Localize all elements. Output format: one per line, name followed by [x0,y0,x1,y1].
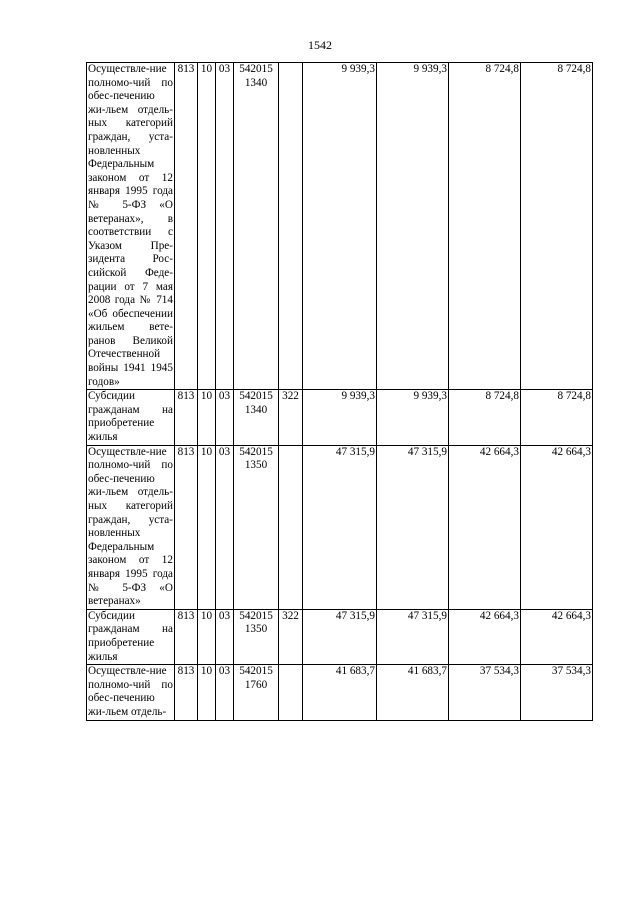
table-row [87,665,593,720]
target-article-part-1: 542015 [239,665,273,678]
expense-type-cell: 322 [279,609,303,664]
section-code-cell: 10 [198,665,216,720]
amount-cell-3: 42 664,3 [449,609,521,664]
target-article-part-2: 1760 [244,678,268,691]
expense-type-cell [279,63,303,390]
amount-cell-1: 47 315,9 [303,609,377,664]
target-article-part-2: 1350 [244,623,268,636]
table-row [87,609,593,664]
amount-cell-1: 47 315,9 [303,445,377,609]
subsection-code-cell: 03 [216,665,234,720]
subsection-code-cell: 03 [216,390,234,445]
row-name-cell: Субсидии гражданам на приобретение жилья [87,609,175,664]
target-article-part-1: 542015 [239,609,273,622]
table-body [87,63,593,721]
subsection-code-cell: 03 [216,445,234,609]
amount-cell-3: 42 664,3 [449,445,521,609]
target-article-cell [234,665,279,720]
amount-cell-4: 8 724,8 [521,390,593,445]
amount-cell-2: 47 315,9 [377,609,449,664]
page-number: 1542 [308,38,332,52]
target-article-cell [234,63,279,390]
row-name-cell: Осуществле-ние полномо-чий по обес-печению жи-льем отдель-ных категорий граждан, уста-новленных Федеральным законом от 12 января 1995 года № 5-ФЗ «О ветеранах» [87,445,175,609]
target-article-part-2: 1350 [244,459,268,472]
table-row [87,390,593,445]
expense-type-cell [279,665,303,720]
subsection-code-cell: 03 [216,63,234,390]
ministry-code-cell: 813 [175,390,198,445]
amount-cell-1: 9 939,3 [303,390,377,445]
ministry-code-cell: 813 [175,445,198,609]
amount-cell-2: 41 683,7 [377,665,449,720]
row-name-cell: Субсидии гражданам на приобретение жилья [87,390,175,445]
amount-cell-3: 37 534,3 [449,665,521,720]
ministry-code-cell: 813 [175,63,198,390]
target-article-part-1: 542015 [239,390,273,403]
ministry-code-cell: 813 [175,665,198,720]
expense-type-cell [279,445,303,609]
amount-cell-4: 42 664,3 [521,609,593,664]
target-article-cell [234,609,279,664]
ministry-code-cell: 813 [175,609,198,664]
section-code-cell: 10 [198,63,216,390]
target-article-cell [234,445,279,609]
table-row [87,445,593,609]
expense-type-cell: 322 [279,390,303,445]
target-article-part-1: 542015 [239,445,273,458]
amount-cell-3: 8 724,8 [449,390,521,445]
amount-cell-2: 9 939,3 [377,63,449,390]
subsection-code-cell: 03 [216,609,234,664]
amount-cell-2: 9 939,3 [377,390,449,445]
target-article-part-2: 1340 [244,403,268,416]
amount-cell-1: 41 683,7 [303,665,377,720]
target-article-cell [234,390,279,445]
section-code-cell: 10 [198,390,216,445]
target-article-part-2: 1340 [244,76,268,89]
amount-cell-4: 8 724,8 [521,63,593,390]
table-row [87,63,593,390]
amount-cell-3: 8 724,8 [449,63,521,390]
row-name-cell: Осуществле-ние полномо-чий по обес-печению жи-льем отдель-ных категорий граждан, уста-новленных Федеральным законом от 12 января 1995 года № 5-ФЗ «О ветеранах», в соответствии с Указом Пре-зидента Рос-сийской Феде-рации от 7 мая 2008 года № 714 «Об обеспечении жильем вете-ранов Великой Отечественной войны 1941 1945 годов» [87,63,175,390]
row-name-cell: Осуществле-ние полномо-чий по обес-печению жи-льем отдель- [87,665,175,720]
amount-cell-1: 9 939,3 [303,63,377,390]
amount-cell-2: 47 315,9 [377,445,449,609]
amount-cell-4: 37 534,3 [521,665,593,720]
budget-table [86,62,593,721]
section-code-cell: 10 [198,445,216,609]
amount-cell-4: 42 664,3 [521,445,593,609]
target-article-part-1: 542015 [239,63,273,75]
section-code-cell: 10 [198,609,216,664]
